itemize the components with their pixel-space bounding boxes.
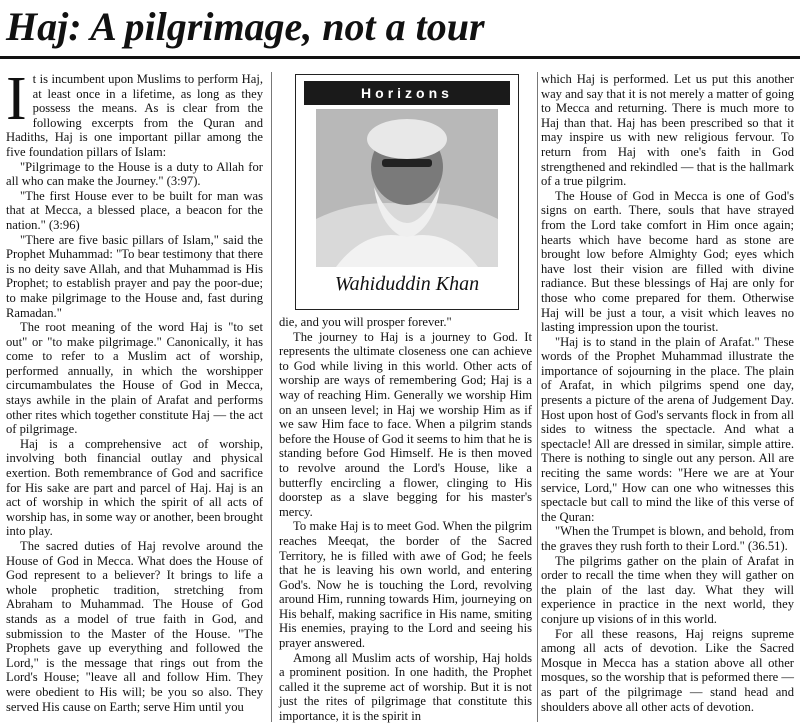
article-column-1 [6,65,263,714]
headline: Haj: A pilgrimage, not a tour [6,4,485,49]
intro-paragraph: It is incumbent upon Muslims to perform Haj, at least once in a lifetime, as long as they possess the means. As is clear from the following excerpts from the Quran and Hadiths, Haj is one important pillar among the five foundation pillars of Islam: [6,65,263,159]
column-banner: Horizons [304,81,510,105]
author-portrait-svg [316,109,498,267]
body-paragraph: The root meaning of the word Haj is "to set out" or "to make pilgrimage." Canonically, it has come to refer to a Muslim act of worship, performed annually, in which the worshipper circumambulates the House of God in Mecca, stays awhile in the plain of Arafat and performs other rites which together constitute Haj — the act of pilgrimage. [6,320,263,437]
body-paragraph: Among all Muslim acts of worship, Haj holds a prominent position. In one hadith, the Prophet called it the supreme act of worship. But it is not just the rites of pilgrimage that constitute this importance, it is the spirit in [279,650,532,724]
body-paragraph: which Haj is performed. Let us put this another way and say that it is not merely a matter of going to Mecca and returning. There is much more to Haj than that. Haj has been prescribed so that it may inspire us with new religious fervour. To return from Haj with one's faith in God strengthened and rekindled — that is the hallmark of a true pilgrim. [541,72,794,189]
body-paragraph: The pilgrims gather on the plain of Arafat in order to recall the time when they will gather on the plain of the last day. What they will experience in practice in the next world, they conjure up visions of in this world. [541,553,794,626]
body-paragraph: die, and you will prosper forever." [279,315,452,329]
column-divider-2 [537,72,538,722]
drop-cap: I [6,65,27,133]
quote-paragraph: "There are five basic pillars of Islam," said the Prophet Muhammad: "To bear testimony that there is no deity save Allah, and that Muhammad is His Prophet; to establish prayer and pay the poor-due; to make pilgrimage to the House and, fast during Ramadan." [6,232,263,320]
body-paragraph: "Haj is to stand in the plain of Arafat." These words of the Prophet Muhammad illustrate the importance of sojourning in the place. The plain of Arafat, in which pilgrims spend one day, presents a picture of the arena of Judgement Day. Host upon host of God's servants flock in from all sides to witness the spectacle. And what a spectacle! All are dressed in similar, simple attire. There is nothing to single out any person. All are reciting the same words: "Here we are at Your service, Lord," How can one who witnesses this spectacle but call to mind the like of this verse of the Quran: [541,334,794,524]
body-paragraph: The House of God in Mecca is one of God's signs on earth. There, souls that have strayed from the Lord take comfort in Him once again; hearts which have become hard as stone are brought low before Almighty God; eyes which have lost their vision are filled with divine radiance. But these blessings of Haj are only for those who come prepared for them. Otherwise Haj will be just a tour, a visit which leaves no lasting impression upon the tourist. [541,188,794,335]
quote-paragraph: "Pilgrimage to the House is a duty to Allah for all who can make the Journey." (3:97). [6,159,263,189]
quote-paragraph: "The first House ever to be built for man was that at Mecca, a blessed place, a beacon for the nation." (3:96) [6,188,263,232]
column-divider-1 [271,72,272,722]
author-portrait-icon [316,109,498,267]
headline-rule [0,56,800,59]
body-paragraph: The journey to Haj is a journey to God. It represents the ultimate closeness one can achieve to God while living in this world. Other acts of worship are ways of remembering God; Haj is a way of reaching Him. Generally we worship Him on an unseen level; in Haj we worship Him as if we saw Him face to face. When a pilgrim stands before the House of God it seems to him that he is standing before God Himself. He is then moved to revolve around the Lord's House, like a butterfly encircling a flower, clinging to His doorstep as a slave begging for his master's mercy. [279,329,532,519]
body-paragraph: To make Haj is to meet God. When the pilgrim reaches Meeqat, the border of the Sacred Territory, he is filled with awe of God; he feels that he is leaving his own world, and entering God's. Now he is touching the Lord, revolving around Him, running towards Him, journeying on His behalf, making sacrifice in His name, smiting His enemies, praying to the Lord and seeing his prayer answered. [279,519,532,651]
body-paragraph: For all these reasons, Haj reigns supreme among all acts of devotion. Like the Sacred Mosque in Mecca has a station above all other mosques, so the worship that is peformed there — as part of the pilgrimage — stand head and shoulders above all other acts of devotion. [541,626,794,714]
column-header-box [295,74,519,310]
article-column-3 [541,72,794,714]
body-paragraph: The sacred duties of Haj revolve around the House of God in Mecca. What does the House of God represent to a believer? It brings to life a whole prophetic tradition, stretching from Abraham to Muhammad. The House of God stands as a model of true faith in God, and submission to the Master of the House. "The Prophets gave up everything and followed the Lord," is the message that rings out from the Lord's House; "leave all and follow Him. They were obedient to His will; be you so also. They served His cause on Earth; serve Him until you [6,539,263,714]
article-column-2 [279,315,532,724]
body-paragraph: Haj is a comprehensive act of worship, involving both financial outlay and physical exertion. Both remembrance of God and sacrifice for His sake are part and parcel of Haj. Haj is an act of worship in which the spirit of all acts of worship has, in some way or another, been brought into play. [6,436,263,539]
author-byline: Wahiduddin Khan [334,273,480,295]
quote-paragraph: "When the Trumpet is blown, and behold, from the graves they rush forth to their Lord." (36.51). [541,524,794,553]
